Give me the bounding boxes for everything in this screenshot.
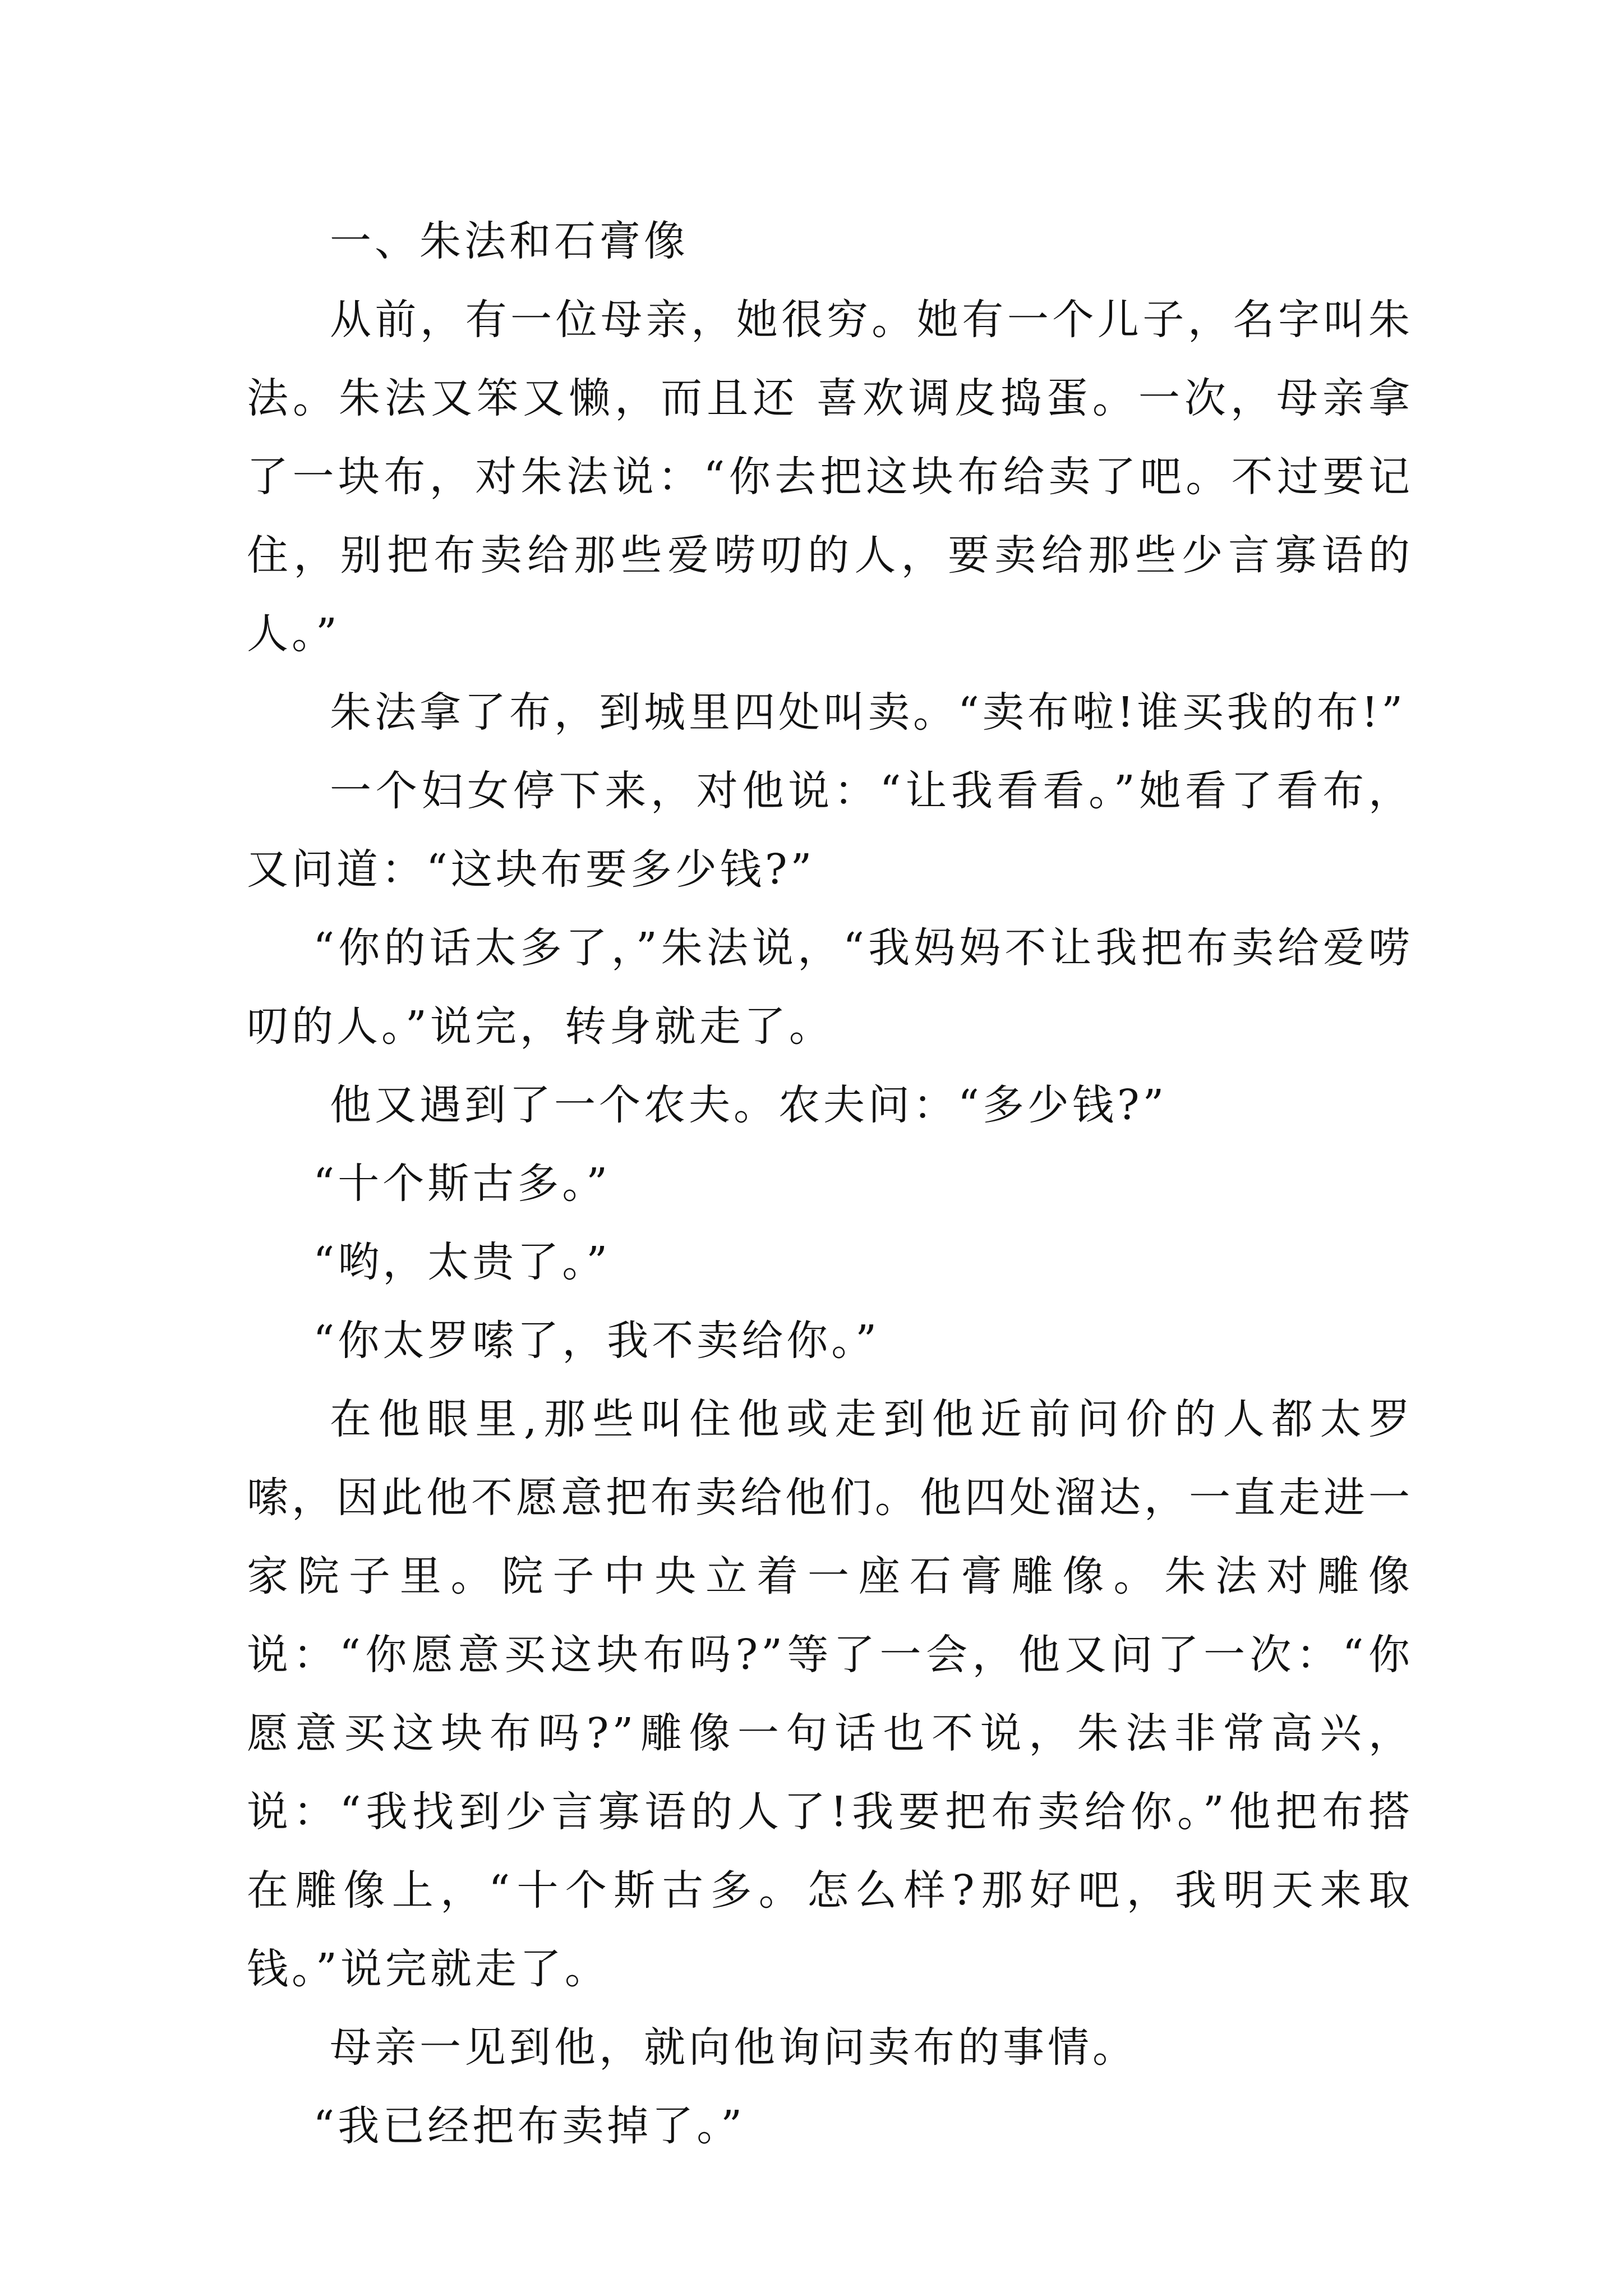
paragraph: 母亲一见到他，就向他询问卖布的事情。	[330, 2023, 1137, 2072]
section-heading: 一、朱法和石膏像	[330, 217, 689, 265]
paragraph: “十个斯古多。”	[313, 1159, 611, 1208]
paragraph: “你的话太多了，”朱法说，“我妈妈不让我把布卖给爱唠叨的人。”说完，转身就走了。	[247, 924, 1413, 1051]
paragraph: “你太罗嗦了，我不卖给你。”	[313, 1317, 880, 1365]
paragraph: 朱法拿了布，到城里四处叫卖。“卖布啦!谁买我的布!”	[330, 688, 1407, 737]
paragraph: “我已经把布卖掉了。”	[313, 2102, 746, 2150]
paragraph: “哟，太贵了。”	[313, 1238, 611, 1286]
paragraph: 一个妇女停下来，对他说：“让我看看。”她看了看布，又问道：“这块布要多少钱?”	[247, 767, 1413, 894]
paragraph: 在他眼里,那些叫住他或走到他近前问价的人都太罗嗦，因此他不愿意把布卖给他们。他四处溜达，一直走进一家院子里。院子中央立着一座石膏雕像。朱法对雕像说：“你愿意买这块布吗?”等了一会，他又问了一次：“你愿意买这块布吗?”雕像一句话也不说，朱法非常高兴，说：“我找到少言寡语的人了!我要把布卖给你。”他把布搭在雕像上，“十个斯古多。怎么样?那好吧，我明天来取钱。”说完就走了。	[247, 1395, 1413, 1993]
paragraph: 他又遇到了一个农夫。农夫问：“多少钱?”	[330, 1081, 1168, 1129]
paragraph: 从前，有一位母亲，她很穷。她有一个儿子，名字叫朱法。朱法又笨又懒，而且还 喜欢调皮捣蛋。一次，母亲拿了一块布，对朱法说：“你去把这块布给卖了吧。不过要记住，别把布卖给那些爱唠叨的人，要卖给那些少言寡语的人。”	[247, 296, 1413, 658]
document-body	[247, 202, 1413, 2165]
